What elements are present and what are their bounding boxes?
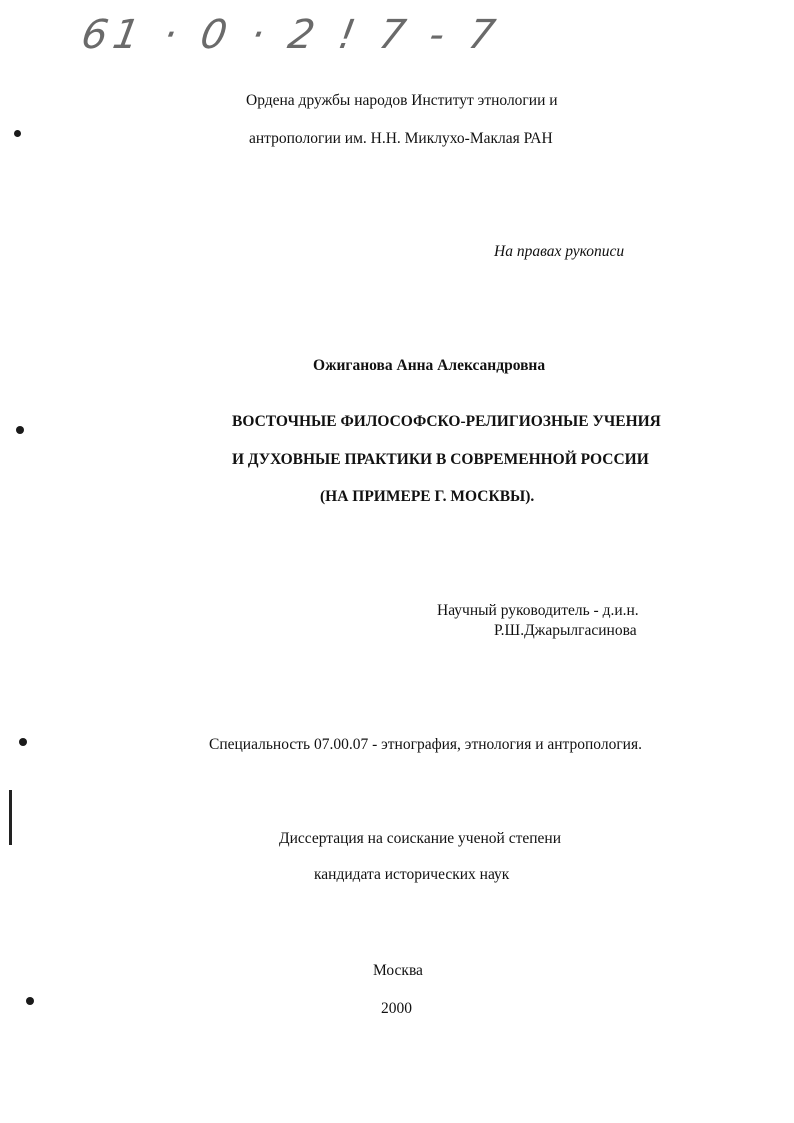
title-line-3: (НА ПРИМЕРЕ Г. МОСКВЫ). (320, 488, 535, 505)
supervisor-name: Р.Ш.Джарылгасинова (494, 622, 637, 639)
specialty: Специальность 07.00.07 - этнография, этнология и антропология. (209, 736, 642, 753)
handwritten-shelf-mark: 61 · 0 · 2 ! 7 - 7 (77, 12, 505, 58)
year: 2000 (381, 1000, 412, 1017)
rights-note: На правах рукописи (494, 243, 625, 260)
city: Москва (373, 962, 423, 979)
scan-mark-4 (26, 997, 34, 1005)
dissertation-line-2: кандидата исторических наук (314, 866, 510, 883)
supervisor-label: Научный руководитель - д.и.н. (437, 602, 639, 619)
scan-mark-1 (14, 130, 21, 137)
institution-line-1: Ордена дружбы народов Институт этнологии и (246, 92, 558, 109)
scan-mark-3 (19, 738, 27, 746)
author-name: Ожиганова Анна Александровна (313, 357, 546, 374)
dissertation-line-1: Диссертация на соискание ученой степени (279, 830, 561, 847)
scan-mark-2 (16, 426, 24, 434)
title-line-2: И ДУХОВНЫЕ ПРАКТИКИ В СОВРЕМЕННОЙ РОССИИ (232, 451, 649, 468)
title-line-1: ВОСТОЧНЫЕ ФИЛОСОФСКО-РЕЛИГИОЗНЫЕ УЧЕНИЯ (232, 413, 661, 430)
institution-line-2: антропологии им. Н.Н. Миклухо-Маклая РАН (249, 130, 553, 147)
scan-edge-mark (9, 790, 12, 845)
